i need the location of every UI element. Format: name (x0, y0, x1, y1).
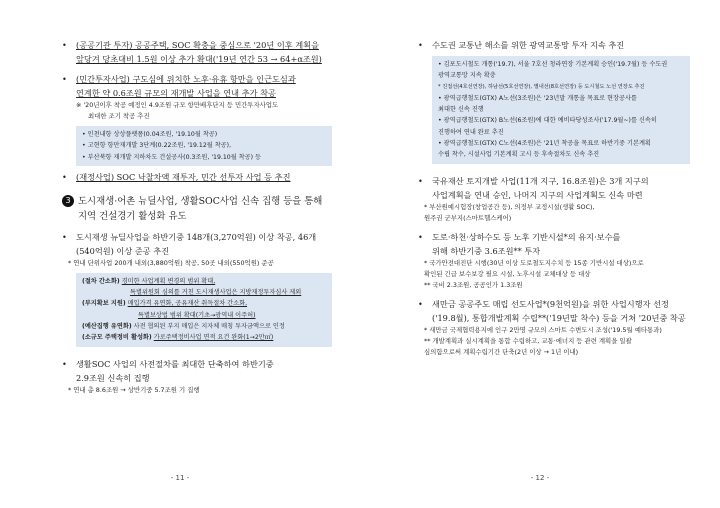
note-line: 원주권 군부지(스마트헬스케어) (424, 213, 512, 222)
note-line: ** 국비 2.3조원, 공공인가 1.3조원 (424, 280, 523, 289)
bullet: • (418, 231, 423, 242)
info-box (432, 56, 690, 164)
list-item (62, 357, 332, 385)
note-line: * 국가안전대진단 시행(30년 이상 도로철도지수치 등 15종 기반시설 대상)으로 (424, 258, 644, 267)
note-line: * 연내 총 8.6조원 → 상반기중 5.7조원 기 집행 (68, 385, 200, 394)
box-line: 최대한 신속 진행 (438, 106, 484, 114)
box-line: • 김포도시철도 개통('19.7), 서울 7호선 청라연장 기본계획 승인('19.7월) 등 수도권 (438, 61, 668, 68)
page-left-content (62, 38, 332, 396)
box-text: 특별위원회 심의를 거친 도시재생사업은 지방재정투자심사 제외 (130, 289, 302, 297)
footnote (418, 325, 690, 358)
bullet: • (62, 74, 67, 84)
bullet: • (418, 298, 423, 309)
note-line: 최대한 조기 착공 추진 (88, 112, 150, 120)
list-item (418, 174, 690, 202)
bullet: • (62, 40, 67, 50)
item-text: 위해 하반기중 3.6조원** 투자 (432, 245, 541, 256)
box-line: 진행하여 연내 완료 추진 (438, 128, 504, 136)
box-line: • 광역급행철도(GTX) C노선(4조원)은 '21년 착공을 목표로 하반기중 기본계획 (438, 140, 651, 148)
box-line: 수립 착수, 시설사업 기본계획 고시 등 후속절차도 신속 추진 (438, 151, 600, 159)
item-text: ('19.8월), 통합개발계획 수립**('19년말 착수) 등을 거쳐 '20년중 착공 (432, 312, 686, 323)
note-line: * 새만금 국제협력용지에 인구 2만명 규모의 스마트 수변도시 조성('19.5월 예타통과) (424, 325, 662, 334)
list-item (418, 297, 690, 325)
note-line: ※ '20년이후 착공 예정인 4.9조원 규모 항만배후단지 등 민간투자사업도 (76, 101, 279, 109)
section-number-icon: 3 (62, 195, 74, 207)
page-number: - 12 - (530, 474, 550, 482)
item-text: 생활SOC 사업의 사전절차를 최대한 단축하여 하반기중 (76, 358, 274, 369)
item-text: 도로·하천·상하수도 등 노후 기반시설*의 유지·보수를 (432, 231, 621, 242)
list-item (62, 230, 332, 258)
item-text: 사업계획을 연내 승인, 나머지 지구의 사업계획도 신속 마련 (432, 189, 643, 200)
item-text: 수도권 교통난 해소를 위한 광역교통망 투자 지속 추진 (432, 40, 625, 50)
bullet: • (62, 171, 67, 182)
item-text: 국유재산 토지개발 사업(11개 지구, 16.8조원)은 3개 지구의 (432, 175, 649, 186)
bullet: • (62, 231, 67, 242)
info-box (76, 126, 332, 166)
box-text: 사전 협의된 부지 매입은 지자체 매칭 투자금액으로 인정 (133, 323, 285, 331)
item-text: (민간투자사업) 구도심에 위치한 노후·유휴 항만을 인근도심과 (76, 74, 296, 84)
footnote (418, 202, 690, 224)
box-text: 특별보상법 범위 확대(기초→광역내 이주허) (138, 311, 256, 319)
page-number: - 11 - (170, 474, 190, 482)
box-line: • 인천내항 상상플랫폼(0.04조원, '19.10월 착공) (82, 131, 218, 138)
info-box (76, 273, 332, 347)
note-line: * 부산원예시험장(창업공간 등), 의정부 교정시설(생활 SOC), (424, 202, 595, 211)
box-text: 가로주택정비사업 면적 요건 완화(1→2만㎡) (153, 334, 274, 342)
item-text: (재정사업) SOC 낙찰차액 재투자, 민간 선투자 사업 등 추진 (76, 171, 291, 182)
item-text: (공공기관 투자) 공공주택, SOC 확충을 중심으로 '20년 이후 계획을 (76, 40, 319, 50)
box-label: (예산집행 유연화) (82, 323, 132, 331)
note-line: * 연내 단위사업 200개 내외(3,880억원) 착공, 50곳 내외(550억원) 준공 (68, 258, 274, 267)
box-label: (소규모 주택정비 활성화) (82, 334, 152, 342)
note-line: 확인된 긴급 보수보강 필요 시설, 노후시설 교체대상 등 대상 (424, 269, 591, 278)
page-right-content (418, 38, 690, 358)
footnote (418, 258, 690, 291)
note-line: 심의함으로써 계획수립기간 단축(2년 이상 → 1년 이내) (424, 347, 579, 356)
box-label: (부지확보 지원) (82, 300, 126, 308)
bullet: • (418, 40, 423, 50)
item-text: 2.9조원 신속히 집행 (76, 372, 150, 383)
item-text: 앞당겨 당초대비 1.5원 이상 추가 확대('19년 연간 53 → 64+α조원) (76, 54, 322, 64)
section-heading (62, 194, 332, 224)
footnote (62, 258, 332, 269)
item-text: (540억원) 이상 준공 추진 (76, 245, 170, 256)
box-text: 매입가격 유연화, 공유재산 취득절차 간소화, (127, 300, 248, 308)
heading-text: 지역 건설경기 활성화 유도 (78, 210, 187, 222)
heading-text: 도시재생·어촌 뉴딜사업, 생활SOC사업 신속 집행 등을 통해 (78, 195, 323, 207)
list-item (62, 38, 332, 66)
bullet: • (418, 175, 423, 186)
box-label: (절차 간소화) (82, 277, 120, 285)
item-text: 연계한 약 0.6조원 규모의 재개발 사업을 연내 추가 착공 (76, 88, 276, 98)
page-right (360, 0, 720, 508)
list-item (418, 230, 690, 258)
list-item (418, 38, 690, 52)
bullet: • (62, 358, 67, 369)
list-item (62, 170, 332, 184)
box-line: • 고현항 항만재개발 3단계(0.22조원, '19.12월 착공), (82, 142, 232, 150)
box-line: * 진접선(4호선연장), 하남선(5호선연장), 별내선(8호선연장) 등 도시철도 노선 연장도 추진 (438, 83, 645, 90)
box-line: 광역교통망 지속 확충 (438, 72, 496, 80)
box-text: 경미한 사업계획 변경의 범위 확대, (121, 277, 216, 285)
box-line: • 광역급행철도(GTX) A노선(3조원)은 '23년말 개통을 목표로 현장공사를 (438, 94, 637, 102)
note-line: ** 개발계획과 실시계획을 통합 수립하고, 교통·에너지 등 관련 계획을 일괄 (424, 336, 632, 345)
box-line: • 광역급행철도(GTX) B노선(6조원)에 대한 예비타당성조사('17.9월~)를 신속히 (438, 117, 657, 125)
list-item (62, 72, 332, 100)
item-text: 새만금 공공주도 매립 선도사업*(9천억원)을 위한 사업시행자 선정 (432, 298, 669, 309)
footnote (62, 100, 332, 122)
footnote (62, 385, 332, 396)
item-text: 도시재생 뉴딜사업을 하반기중 148개(3,270억원) 이상 착공, 46개 (76, 231, 317, 242)
box-line: • 부산북항 재개발 지하차도 건설공사(0.3조원, '19.10월 착공) 등 (82, 153, 261, 161)
